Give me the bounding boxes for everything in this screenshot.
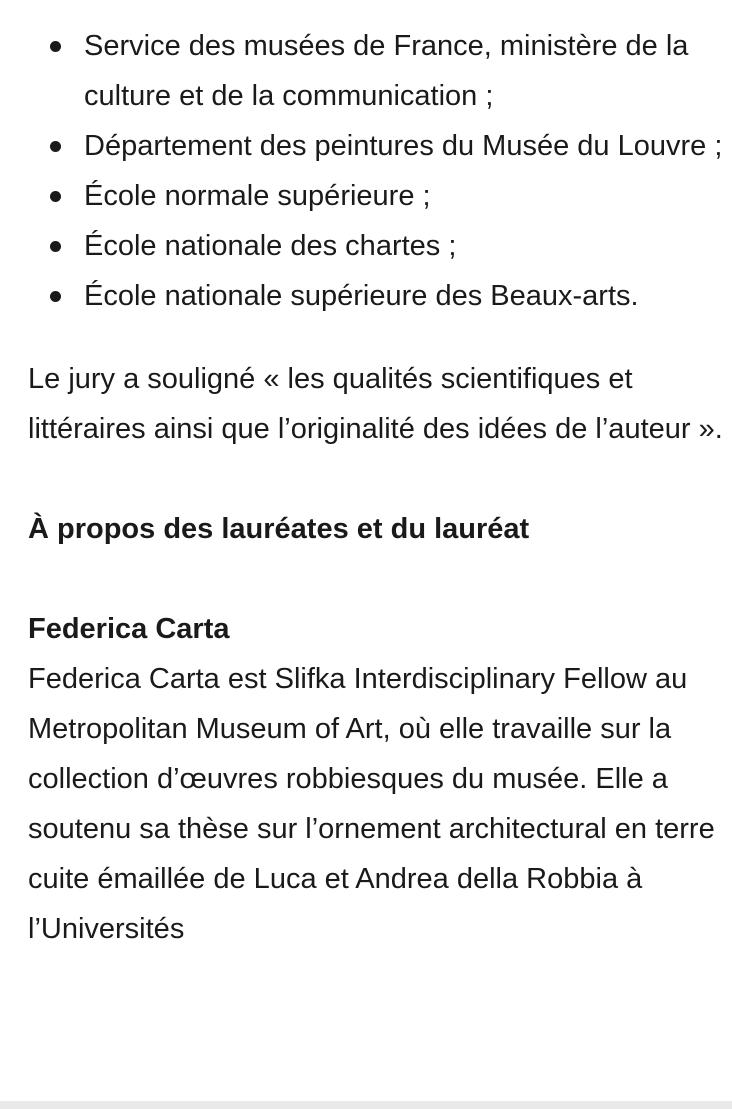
laureate-name: Federica Carta [28, 613, 230, 645]
list-item [0, 221, 728, 271]
list-item-text: École normale supérieure ; [84, 180, 431, 212]
bullet-icon [50, 41, 61, 52]
list-item-text: École nationale des chartes ; [84, 230, 457, 262]
list-item-text: École nationale supérieure des Beaux-arts. [84, 280, 639, 312]
list-item [0, 21, 728, 121]
institutions-list [28, 21, 728, 321]
bullet-icon [50, 141, 61, 152]
jury-paragraph: Le jury a souligné « les qualités scientifiques et littéraires ainsi que l’originalité des idées de l’auteur ». [28, 363, 723, 445]
list-item [0, 171, 728, 221]
list-item-text: Service des musées de France, ministère de la culture et de la communication ; [84, 30, 689, 112]
list-item [0, 271, 728, 321]
bullet-icon [50, 291, 61, 302]
laureate-bio: Federica Carta est Slifka Interdisciplinary Fellow au Metropolitan Museum of Art, où elle travaille sur la collection d’œuvres robbiesques du musée. Elle a soutenu sa thèse sur l’ornement architectural en terre cuite émaillée de Luca et Andrea della Robbia à l’Universités [28, 663, 715, 945]
list-item-text: Département des peintures du Musée du Louvre ; [84, 130, 723, 162]
bullet-icon [50, 191, 61, 202]
bullet-icon [50, 241, 61, 252]
bottom-scroll-edge [0, 1101, 732, 1109]
article-body [28, 21, 728, 954]
section-heading: À propos des lauréates et du lauréat [28, 513, 530, 545]
list-item [0, 121, 728, 171]
